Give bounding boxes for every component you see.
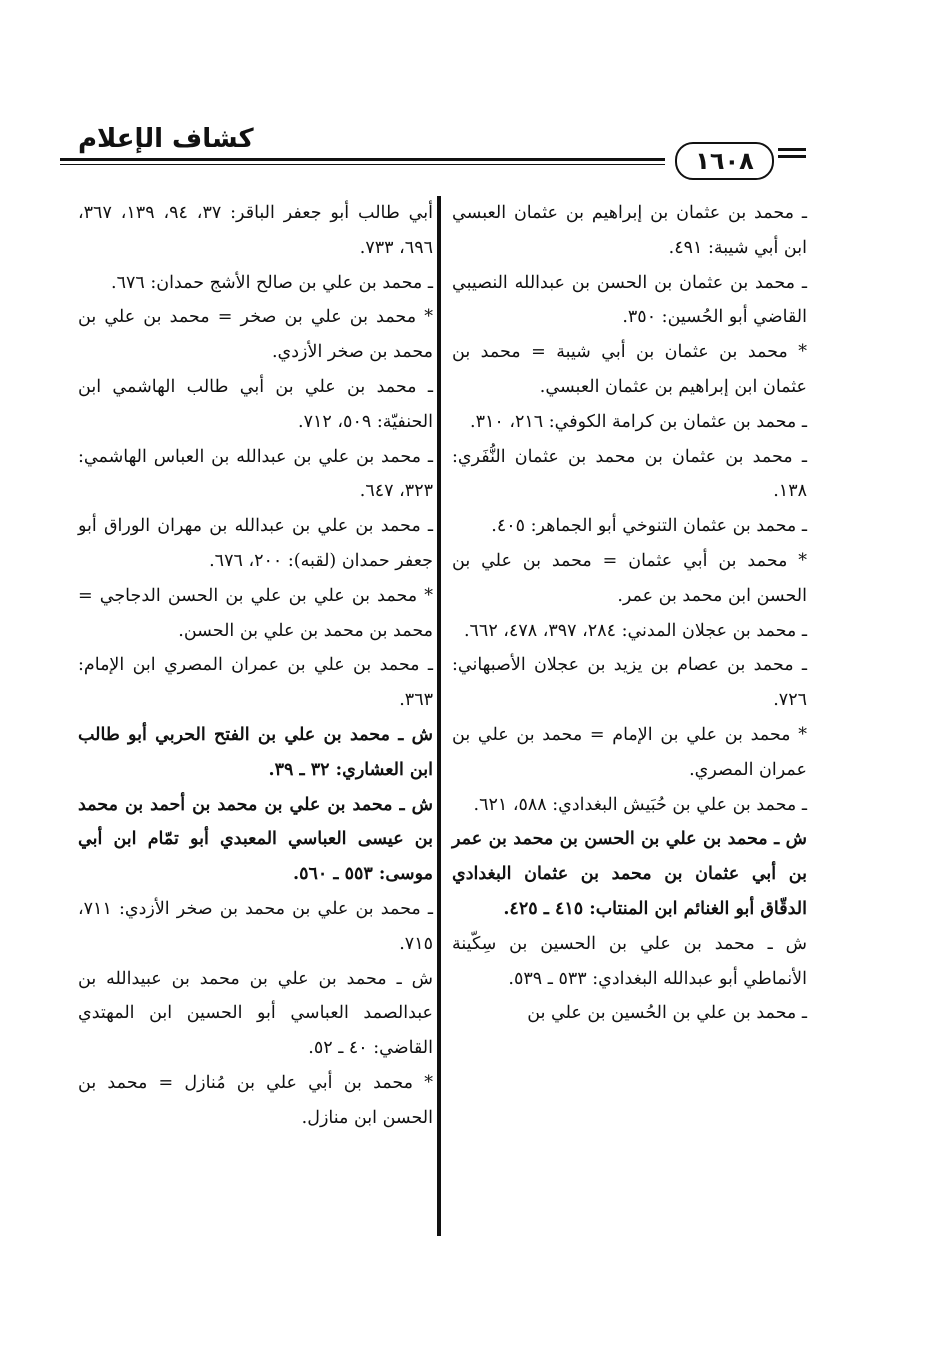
index-entry: * محمد بن عثمان بن أبي شيبة = محمد بن عثمان ابن إبراهيم بن عثمان العبسي.: [452, 342, 807, 397]
left-column: [78, 196, 433, 1136]
index-entry: ش ـ محمد بن علي بن الحسن بن محمد بن عمر بن أبي عثمان بن محمد بن عثمان البغدادي الدقّاق أبو الغنائم ابن المنتاب: ٤١٥ ـ ٤٢٥.: [452, 829, 807, 919]
index-entry: ـ محمد بن علي بن عبدالله بن مهران الوراق أبو جعفر حمدان (لقبه): ٢٠٠، ٦٧٦.: [78, 516, 433, 571]
index-entry: ـ محمد بن علي بن حُبَيش البغدادي: ٥٨٨، ٦٢١.: [473, 794, 807, 815]
index-entry: ـ محمد بن عصام بن يزيد بن عجلان الأصبهاني: ٧٢٦.: [452, 655, 807, 711]
index-entry: ـ محمد بن عثمان بن إبراهيم بن عثمان العبسي ابن أبي شيبة: ٤٩١.: [452, 203, 807, 258]
index-entry: * محمد بن أبي علي بن مُنازل = محمد بن الحسن ابن منازل.: [78, 1072, 433, 1128]
index-entry: ـ محمد بن علي بن صالح الأشج حمدان: ٦٧٦.: [111, 272, 433, 293]
index-entry: * محمد بن علي بن الإمام = محمد بن علي بن عمران المصري.: [452, 724, 807, 780]
index-entry: ـ محمد بن علي بن محمد بن صخر الأزدي: ٧١١، ٧١٥.: [78, 898, 433, 954]
index-entry: ـ محمد بن عثمان التنوخي أبو الجماهر: ٤٠٥.: [491, 516, 807, 537]
index-entry: ـ محمد بن عجلان المدني: ٢٨٤، ٣٩٧، ٤٧٨، ٦٦٢.: [463, 620, 807, 641]
index-entry: ـ محمد بن علي بن عمران المصري ابن الإمام: ٣٦٣.: [78, 655, 433, 711]
index-entry: ش ـ محمد بن علي بن محمد بن عبيدالله بن عبدالصمد العباسي أبو الحسين ابن المهتدي القاضي: ٤٠ ـ ٥٢.: [78, 968, 433, 1059]
header-rule-thin: [60, 164, 665, 165]
column-divider: [437, 196, 441, 1236]
index-entry: ـ محمد بن علي بن الحُسين بن علي بن: [527, 1003, 807, 1024]
index-entry: ـ محمد بن علي بن أبي طالب الهاشمي ابن الحنفيّة: ٥٠٩، ٧١٢.: [78, 376, 433, 432]
header-rule-short: [778, 148, 806, 162]
page-number: ١٦٠٨: [675, 142, 774, 180]
right-column: [452, 196, 807, 1031]
index-entry: أبي طالب أبو جعفر الباقر: ٣٧، ٩٤، ١٣٩، ٣٦٧، ٦٩٦، ٧٣٣.: [78, 203, 433, 258]
page-header: [60, 118, 805, 188]
book-title: كشاف الإعلام: [78, 124, 254, 154]
index-entry: * محمد بن علي بن صخر = محمد بن علي بن محمد بن صخر الأزدي.: [78, 307, 433, 363]
index-entry: * محمد بن أبي عثمان = محمد بن علي بن الحسن ابن محمد بن عمر.: [452, 550, 807, 606]
index-entry: ش ـ محمد بن علي بن الفتح الحربي أبو طالب ابن العشاري: ٣٢ ـ ٣٩.: [78, 724, 433, 780]
index-entry: * محمد بن علي بن علي بن الحسن الدجاجي = محمد بن محمد بن علي بن الحسن.: [78, 585, 433, 641]
index-entry: ـ محمد بن علي بن عبدالله بن العباس الهاشمي: ٣٢٣، ٦٤٧.: [78, 446, 433, 502]
header-rule: [60, 158, 665, 161]
index-entry: ـ محمد بن عثمان بن محمد بن عثمان النُّفَري: ١٣٨.: [452, 446, 807, 502]
index-entry: ش ـ محمد بن علي بن محمد بن أحمد بن محمد بن عيسى العباسي المعبدي أبو تمّام ابن أبي موسى: ٥٥٣ ـ ٥٦٠.: [78, 794, 433, 885]
index-entry: ـ محمد بن عثمان بن كرامة الكوفي: ٢١٦، ٣١٠.: [469, 411, 807, 432]
index-entry: ش ـ محمد بن علي بن الحسين بن سِكّينة الأنماطي أبو عبدالله البغدادي: ٥٣٣ ـ ٥٣٩.: [452, 933, 807, 989]
index-entry: ـ محمد بن عثمان بن الحسن بن عبدالله النصيبي القاضي أبو الحُسين: ٣٥٠.: [452, 272, 807, 328]
